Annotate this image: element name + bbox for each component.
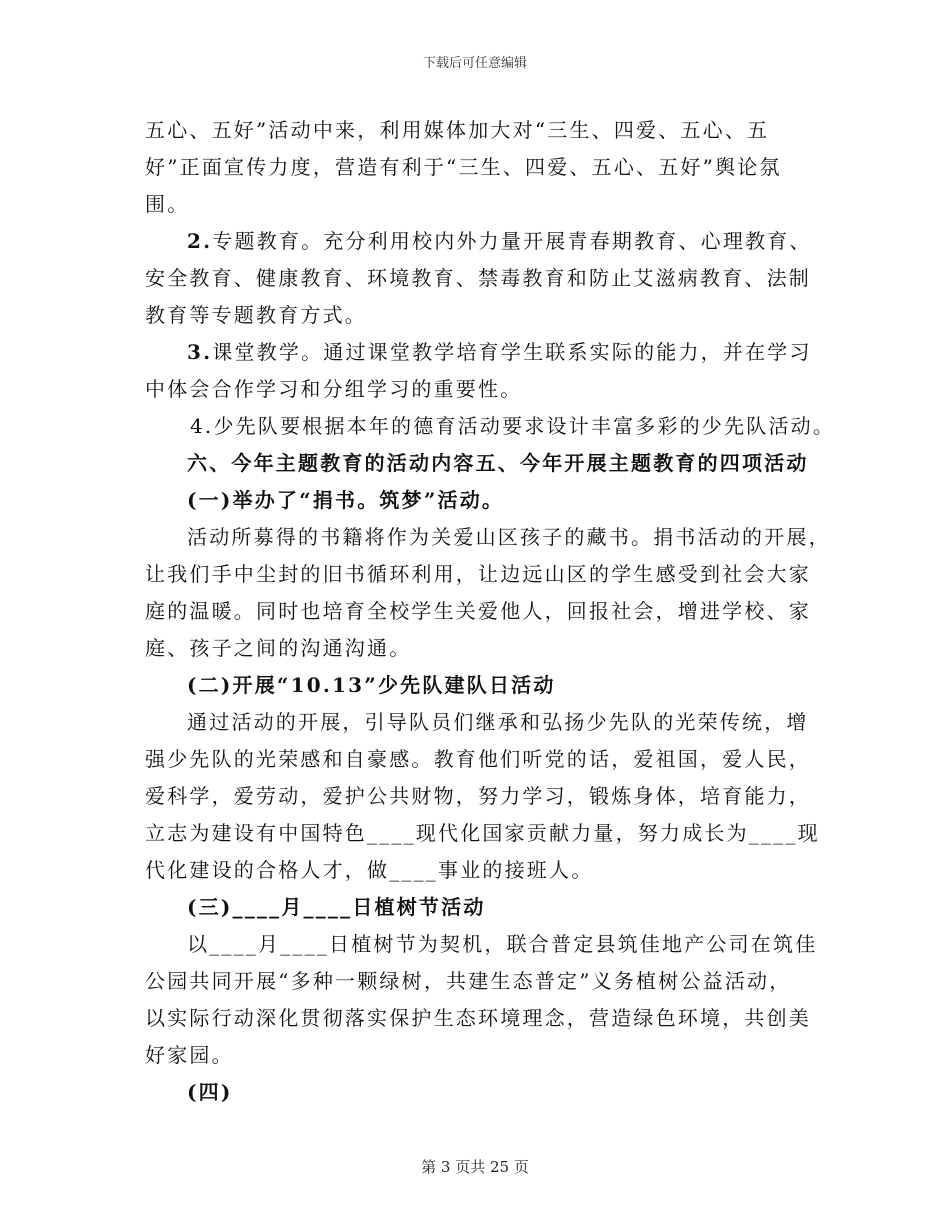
body-line: 教育等专题教育方式。 bbox=[145, 303, 367, 327]
body-line: 公园共同开展“多种一颗绿树，共建生态普定”义务植树公益活动， bbox=[145, 969, 792, 993]
section-heading: 六、今年主题教育的活动内容五、今年开展主题教育的四项活动 bbox=[187, 451, 809, 475]
body-line: 以实际行动深化贯彻落实保护生态环境理念，营造绿色环境，共创美 bbox=[145, 1006, 811, 1030]
body-line: 活动所募得的书籍将作为关爱山区孩子的藏书。捐书活动的开展， bbox=[187, 525, 831, 549]
body-line: 强少先队的光荣感和自豪感。教育他们听党的话，爱祖国，爱人民， bbox=[145, 747, 811, 771]
list-number: 3. bbox=[187, 340, 213, 364]
body-line: 庭的温暖。同时也培育全校学生关爱他人，回报社会，增进学校、家 bbox=[145, 599, 811, 623]
page-footer: 第 3 页共 25 页 bbox=[421, 1158, 529, 1176]
subsection-heading: (四) bbox=[187, 1080, 233, 1104]
subsection-heading: (三)____月____日植树节活动 bbox=[187, 895, 486, 919]
page-header: 下载后可任意编辑 bbox=[422, 56, 527, 71]
body-line: 以____月____日植树节为契机，联合普定县筑佳地产公司在筑佳 bbox=[187, 932, 818, 956]
body-line: 中体会合作学习和分组学习的重要性。 bbox=[145, 377, 523, 401]
body-line: 让我们手中尘封的旧书循环利用，让边远山区的学生感受到社会大家 bbox=[145, 562, 811, 586]
list-text: 课堂教学。通过课堂教学培育学生联系实际的能力，并在学习 bbox=[212, 340, 812, 364]
body-line: 五心、五好”活动中来，利用媒体加大对“三生、四爱、五心、五 bbox=[145, 118, 770, 142]
subsection-heading: (一)举办了“捐书。筑梦”活动。 bbox=[187, 488, 505, 512]
body-line: 爱科学，爱劳动，爱护公共财物，努力学习，锻炼身体，培育能力， bbox=[145, 784, 811, 808]
subsection-heading: (二)开展“10.13”少先队建队日活动 bbox=[187, 673, 556, 697]
list-item-2 bbox=[187, 228, 812, 254]
body-line: 围。 bbox=[145, 192, 190, 216]
list-text: 专题教育。充分利用校内外力量开展青春期教育、心理教育、 bbox=[212, 229, 812, 253]
body-line: 代化建设的合格人才，做____事业的接班人。 bbox=[145, 858, 594, 882]
body-line: 安全教育、健康教育、环境教育、禁毒教育和防止艾滋病教育、法制 bbox=[145, 266, 811, 290]
body-line: 庭、孩子之间的沟通沟通。 bbox=[145, 636, 412, 660]
body-line: 好家园。 bbox=[145, 1043, 234, 1067]
body-line: 通过活动的开展，引导队员们继承和弘扬少先队的光荣传统，增 bbox=[187, 710, 809, 734]
list-item-3 bbox=[187, 339, 812, 365]
list-item-4: 4.少先队要根据本年的德育活动要求设计丰富多彩的少先队活动。 bbox=[190, 414, 836, 438]
body-line: 立志为建设有中国特色____现代化国家贡献力量，努力成长为____现 bbox=[145, 821, 820, 845]
body-line: 好”正面宣传力度，营造有利于“三生、四爱、五心、五好”舆论氛 bbox=[145, 155, 782, 179]
list-number: 2. bbox=[187, 229, 213, 253]
